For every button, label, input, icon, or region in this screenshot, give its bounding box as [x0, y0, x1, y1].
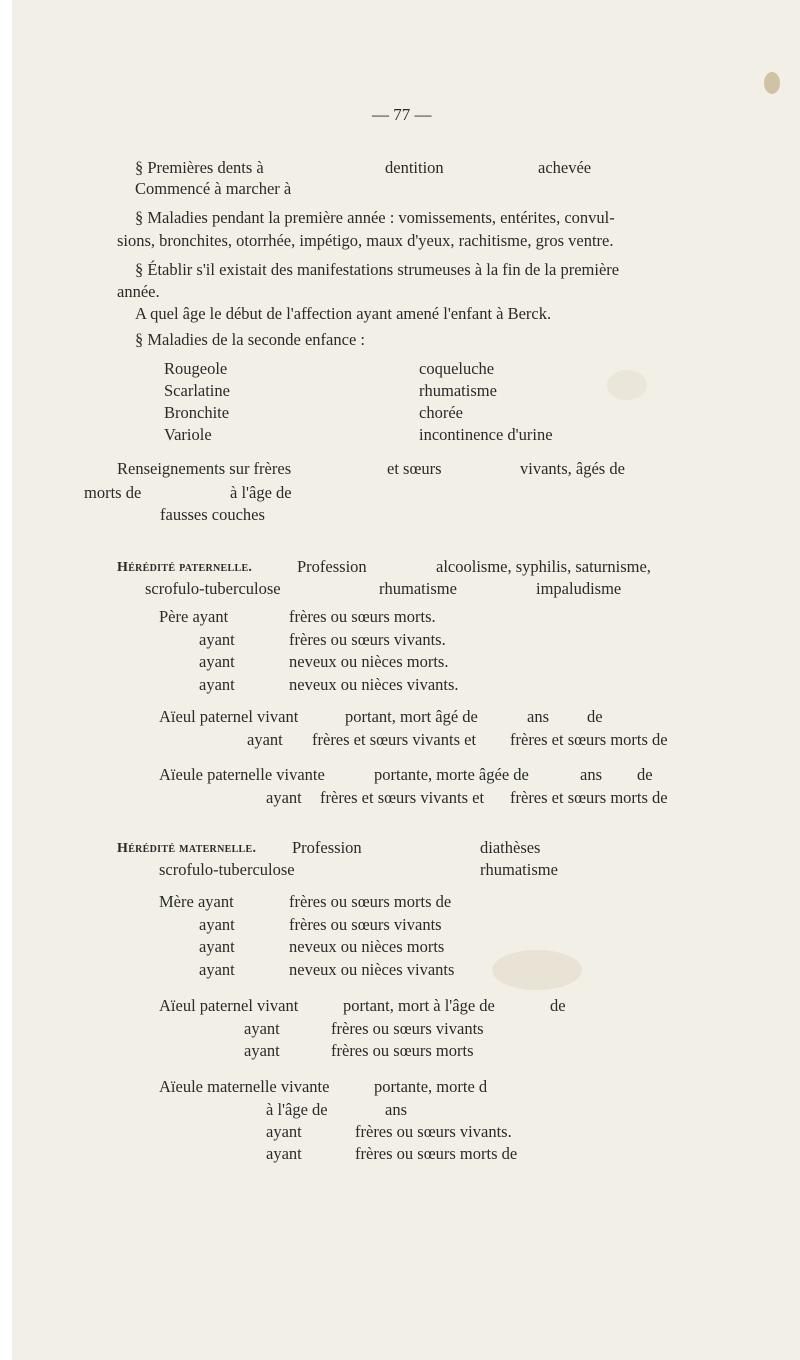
aieule-maternelle-ayant-1: ayant — [266, 1122, 302, 1141]
disease-right-1: coqueluche — [419, 359, 495, 378]
scrofulo-maternelle-text: scrofulo-tuberculose — [159, 860, 295, 879]
aieul-morts-text: frères et sœurs morts de — [510, 730, 668, 749]
disease-right-4: incontinence d'urine — [419, 425, 553, 444]
alcoolisme-text: alcoolisme, syphilis, saturnisme, — [436, 557, 651, 576]
pere-text-3: neveux ou nièces morts. — [289, 652, 449, 671]
pere-text-2: frères ou sœurs vivants. — [289, 630, 446, 649]
aieule-de-text: de — [637, 765, 653, 784]
et-soeurs-text: et sœurs — [387, 459, 442, 478]
aieul-maternel-label: Aïeul paternel vivant — [159, 996, 299, 1015]
heredite-paternelle-title: Hérédité paternelle. — [117, 560, 253, 575]
rhumatisme-paternelle-text: rhumatisme — [379, 579, 457, 598]
aieule-maternelle-age-text: à l'âge de — [266, 1100, 328, 1119]
pere-text-4: neveux ou nièces vivants. — [289, 675, 459, 694]
aieul-de-text: de — [587, 707, 603, 726]
profession-paternelle-text: Profession — [297, 557, 367, 576]
achevee-text: achevée — [538, 158, 592, 177]
disease-right-3: chorée — [419, 403, 463, 422]
premieres-dents-text: § Premières dents à — [135, 158, 264, 177]
mere-text-1: frères ou sœurs morts de — [289, 892, 452, 911]
aieule-maternelle-morts-text: frères ou sœurs morts de — [355, 1144, 518, 1163]
dentition-text: dentition — [385, 158, 444, 177]
aieul-maternel-morts-text: frères ou sœurs morts — [331, 1041, 474, 1060]
pere-label-1: Père ayant — [159, 607, 229, 626]
pere-text-1: frères ou sœurs morts. — [289, 607, 436, 626]
aieul-maternel-ayant-1: ayant — [244, 1019, 280, 1038]
diatheses-text: diathèses — [480, 838, 541, 857]
page-number: — 77 — — [372, 105, 432, 124]
vivants-ages-text: vivants, âgés de — [520, 459, 625, 478]
pere-label-2: ayant — [199, 630, 235, 649]
aieul-ans-text: ans — [527, 707, 549, 726]
aieule-maternelle-ayant-2: ayant — [266, 1144, 302, 1163]
mere-label-1: Mère ayant — [159, 892, 234, 911]
disease-left-1: Rougeole — [164, 359, 228, 378]
aieule-maternelle-label: Aïeule maternelle vivante — [159, 1077, 330, 1096]
disease-left-2: Scarlatine — [164, 381, 230, 400]
maladies-line-2: sions, bronchites, otorrhée, impétigo, maux d'yeux, rachitisme, gros ventre. — [117, 231, 614, 250]
aieul-maternel-vivants-text: frères ou sœurs vivants — [331, 1019, 484, 1038]
aieul-vivants-text: frères et sœurs vivants et — [312, 730, 477, 749]
aieule-ayant-label: ayant — [266, 788, 302, 807]
strumeuses-line-2: année. — [117, 282, 160, 301]
profession-maternelle-text: Profession — [292, 838, 362, 857]
age-de-text: à l'âge de — [230, 483, 292, 502]
aieul-maternel-de-text: de — [550, 996, 566, 1015]
aieul-maternel-ayant-2: ayant — [244, 1041, 280, 1060]
rhumatisme-maternelle-text: rhumatisme — [480, 860, 558, 879]
strumeuses-line-3: A quel âge le début de l'affection ayant amené l'enfant à Berck. — [135, 304, 552, 323]
mere-text-4: neveux ou nièces vivants — [289, 960, 455, 979]
disease-left-3: Bronchite — [164, 403, 230, 422]
impaludisme-text: impaludisme — [536, 579, 622, 598]
aieul-maternel-portant-text: portant, mort à l'âge de — [343, 996, 495, 1015]
strumeuses-line-1: § Établir s'il existait des manifestations strumeuses à la fin de la première — [135, 260, 620, 279]
aieul-paternel-label: Aïeul paternel vivant — [159, 707, 299, 726]
paper-stain — [607, 370, 647, 400]
seconde-enfance-heading: § Maladies de la seconde enfance : — [135, 330, 365, 349]
pere-label-4: ayant — [199, 675, 235, 694]
aieule-ans-text: ans — [580, 765, 602, 784]
paper-stain — [492, 950, 582, 990]
aieule-maternelle-vivants-text: frères ou sœurs vivants. — [355, 1122, 512, 1141]
mere-text-2: frères ou sœurs vivants — [289, 915, 442, 934]
renseignements-text: Renseignements sur frères — [117, 459, 292, 478]
aieul-ayant-label: ayant — [247, 730, 283, 749]
marcher-text: Commencé à marcher à — [135, 179, 292, 198]
disease-left-4: Variole — [164, 425, 212, 444]
aieul-portant-text: portant, mort âgé de — [345, 707, 478, 726]
aieule-maternelle-portante-text: portante, morte d — [374, 1077, 488, 1096]
pere-label-3: ayant — [199, 652, 235, 671]
aieule-morts-text: frères et sœurs morts de — [510, 788, 668, 807]
aieule-vivants-text: frères et sœurs vivants et — [320, 788, 485, 807]
paper-stain — [764, 72, 780, 94]
scrofulo-paternelle-text: scrofulo-tuberculose — [145, 579, 281, 598]
mere-text-3: neveux ou nièces morts — [289, 937, 445, 956]
morts-de-text: morts de — [84, 483, 142, 502]
maladies-line-1: § Maladies pendant la première année : vomissements, entérites, convul- — [135, 208, 615, 227]
document-page — [12, 0, 800, 1360]
disease-right-2: rhumatisme — [419, 381, 497, 400]
aieule-portante-text: portante, morte âgée de — [374, 765, 529, 784]
mere-label-3: ayant — [199, 937, 235, 956]
aieule-paternelle-label: Aïeule paternelle vivante — [159, 765, 325, 784]
aieule-maternelle-ans-text: ans — [385, 1100, 407, 1119]
mere-label-2: ayant — [199, 915, 235, 934]
heredite-maternelle-title: Hérédité maternelle. — [117, 841, 257, 856]
mere-label-4: ayant — [199, 960, 235, 979]
fausses-couches-text: fausses couches — [160, 505, 265, 524]
